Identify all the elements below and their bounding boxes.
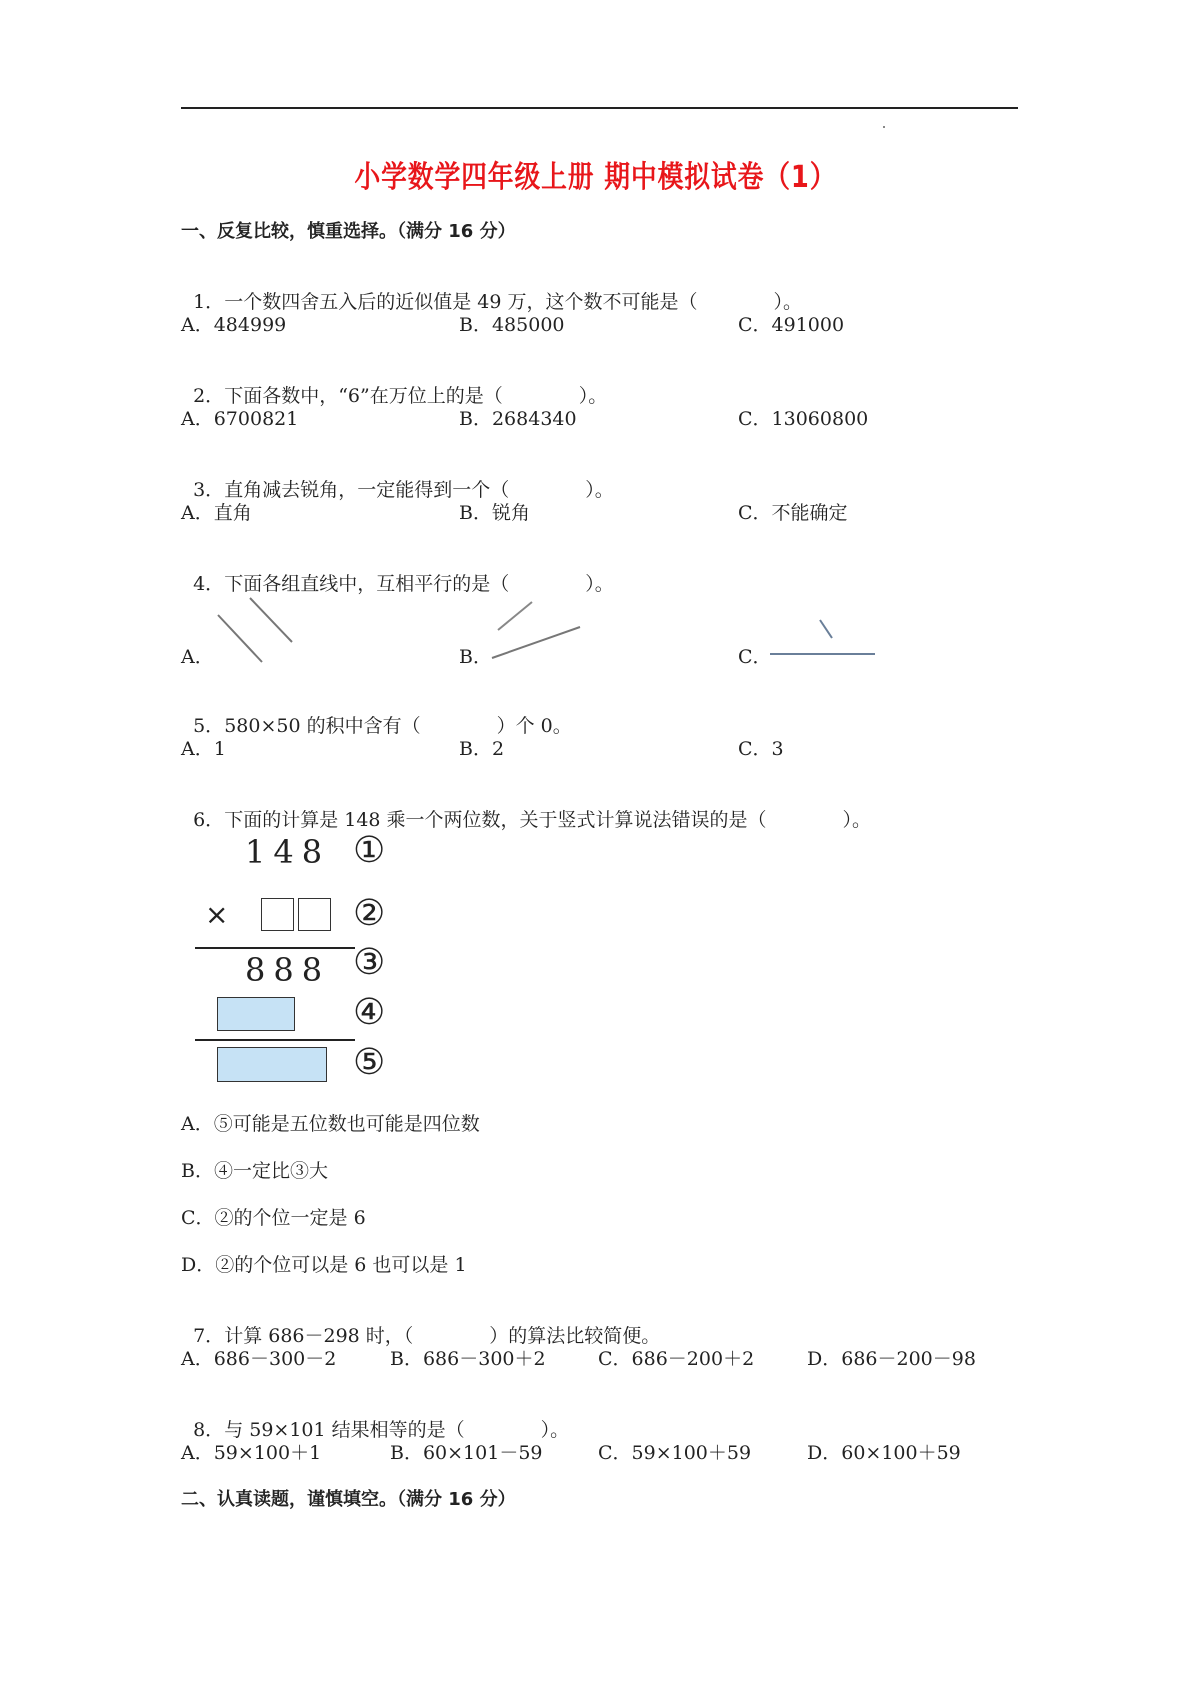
q6-option-a[interactable]: A．⑤可能是五位数也可能是四位数 <box>181 1113 480 1135</box>
q8-option-a[interactable]: A．59×100＋1 <box>181 1442 322 1464</box>
question-7 <box>181 1300 660 1348</box>
section-1-heading: 一、反复比较，慎重选择。（满分 16 分） <box>181 221 516 242</box>
partial-product-2-box <box>217 997 295 1031</box>
question-4 <box>181 548 614 596</box>
question-number: 3． <box>193 479 225 501</box>
question-3 <box>181 454 614 502</box>
q2-option-c[interactable]: C．13060800 <box>738 408 869 430</box>
section-2-heading: 二、认真读题，谨慎填空。（满分 16 分） <box>181 1489 516 1510</box>
question-number: 7． <box>193 1325 225 1347</box>
question-text: 计算 686－298 时，（ ）的算法比较简便。 <box>224 1325 661 1347</box>
question-text: 下面各数中，“6”在万位上的是（ ）。 <box>224 385 608 407</box>
question-1 <box>181 266 802 314</box>
calc-rule-1 <box>195 947 355 949</box>
q6-option-b[interactable]: B．④一定比③大 <box>181 1160 328 1182</box>
times-sign: × <box>205 898 229 931</box>
question-5 <box>181 690 572 738</box>
calc-rule-2 <box>195 1039 355 1041</box>
q6-option-c[interactable]: C．②的个位一定是 6 <box>181 1207 366 1229</box>
question-number: 8． <box>193 1419 225 1441</box>
question-text: 下面的计算是 148 乘一个两位数，关于竖式计算说法错误的是（ ）。 <box>224 809 872 831</box>
q7-option-c[interactable]: C．686－200＋2 <box>598 1348 755 1370</box>
question-number: 1． <box>193 291 225 313</box>
q3-option-a[interactable]: A．直角 <box>181 502 252 524</box>
q8-option-c[interactable]: C．59×100＋59 <box>598 1442 752 1464</box>
label-5: ⑤ <box>353 1042 386 1083</box>
question-text: 下面各组直线中，互相平行的是（ ）。 <box>224 573 614 595</box>
question-8 <box>181 1394 569 1442</box>
q4-figure-b-intersecting-lines-icon <box>490 590 590 665</box>
question-number: 4． <box>193 573 225 595</box>
q2-option-a[interactable]: A．6700821 <box>181 408 299 430</box>
label-1: ① <box>353 830 386 871</box>
q5-option-a[interactable]: A．1 <box>181 738 226 760</box>
label-4: ④ <box>353 992 386 1033</box>
q7-option-d[interactable]: D．686－200－98 <box>807 1348 976 1370</box>
q4-figure-c-lines-icon <box>765 612 885 662</box>
q7-option-a[interactable]: A．686－300－2 <box>181 1348 337 1370</box>
question-text: 直角减去锐角，一定能得到一个（ ）。 <box>224 479 614 501</box>
q4-option-b[interactable]: B． <box>459 646 492 668</box>
q7-option-b[interactable]: B．686－300＋2 <box>390 1348 546 1370</box>
q8-option-b[interactable]: B．60×101－59 <box>390 1442 543 1464</box>
question-2 <box>181 360 607 408</box>
q3-option-c[interactable]: C．不能确定 <box>738 502 848 524</box>
q2-option-b[interactable]: B．2684340 <box>459 408 577 430</box>
q3-option-b[interactable]: B．锐角 <box>459 502 530 524</box>
page-title: 小学数学四年级上册 期中模拟试卷（1） <box>354 160 837 195</box>
partial-product-1: 888 <box>245 951 331 989</box>
q4-option-c[interactable]: C． <box>738 646 772 668</box>
multiplicand: 148 <box>245 833 331 871</box>
header-dot <box>883 126 885 128</box>
q1-option-c[interactable]: C．491000 <box>738 314 845 336</box>
question-number: 5． <box>193 715 225 737</box>
q1-option-a[interactable]: A．484999 <box>181 314 287 336</box>
question-text: 一个数四舍五入后的近似值是 49 万，这个数不可能是（ ）。 <box>224 291 802 313</box>
label-2: ② <box>353 893 386 934</box>
q5-option-c[interactable]: C．3 <box>738 738 784 760</box>
q4-option-a[interactable]: A． <box>181 646 214 668</box>
multiplier-ones-box <box>298 898 331 931</box>
q4-figure-a-parallel-lines-icon <box>212 590 302 665</box>
label-3: ③ <box>353 942 386 983</box>
question-number: 2． <box>193 385 225 407</box>
q1-option-b[interactable]: B．485000 <box>459 314 565 336</box>
question-text: 与 59×101 结果相等的是（ ）。 <box>224 1419 570 1441</box>
question-number: 6． <box>193 809 225 831</box>
header-rule <box>181 107 1018 109</box>
q5-option-b[interactable]: B．2 <box>459 738 505 760</box>
product-box <box>217 1047 327 1082</box>
multiplier-tens-box <box>261 898 294 931</box>
vertical-multiplication-figure <box>195 825 395 1090</box>
q6-option-d[interactable]: D．②的个位可以是 6 也可以是 1 <box>181 1254 467 1276</box>
question-text: 580×50 的积中含有（ ）个 0。 <box>224 715 572 737</box>
q8-option-d[interactable]: D．60×100＋59 <box>807 1442 961 1464</box>
